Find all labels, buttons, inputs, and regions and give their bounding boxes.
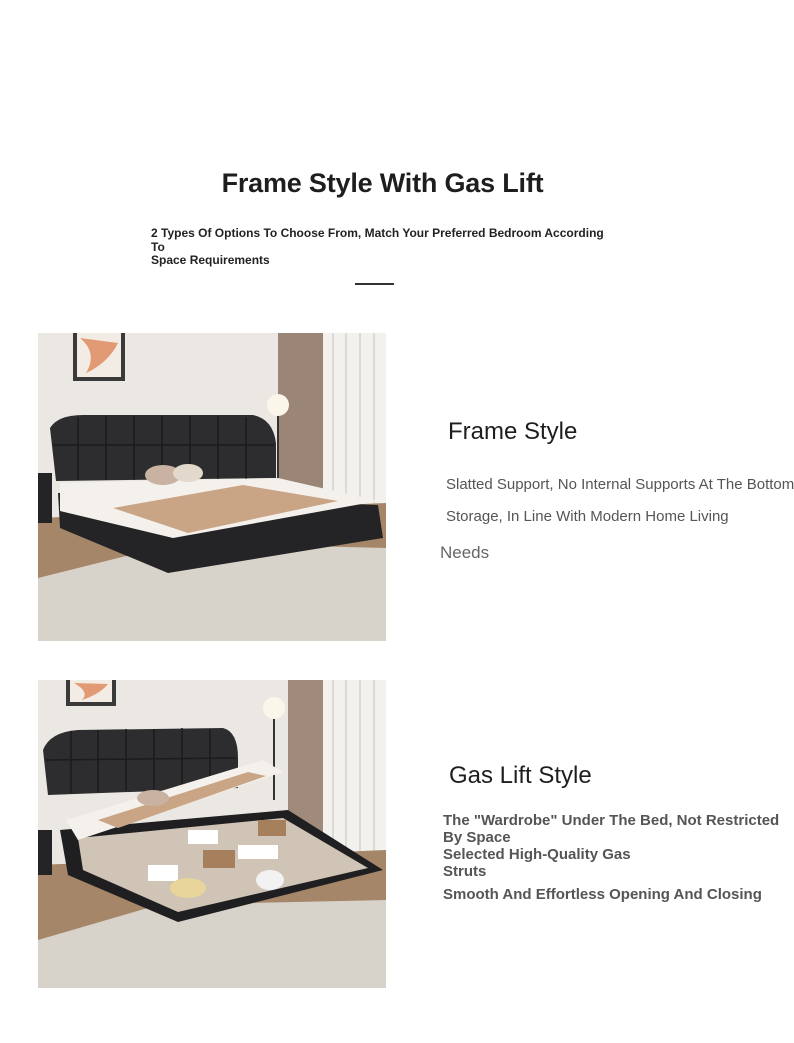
frame-style-desc-line-3: Needs	[440, 543, 490, 562]
page-subtitle	[151, 227, 611, 268]
gas-lift-desc-line-3: Selected High-Quality Gas	[443, 846, 631, 863]
gas-lift-desc-line-4: Struts	[443, 863, 487, 880]
gas-lift-style-title: Gas Lift Style	[449, 762, 592, 789]
gas-lift-bed-image	[38, 680, 386, 988]
gas-lift-desc-line-1: The "Wardrobe" Under The Bed, Not Restricted	[443, 812, 780, 829]
page-title: Frame Style With Gas Lift	[221, 168, 544, 198]
gas-lift-desc-line-2: By Space	[443, 829, 511, 846]
subtitle-line-1: 2 Types Of Options To Choose From, Match Your Preferred Bedroom According To	[151, 226, 604, 254]
subtitle-line-2: Space Requirements	[151, 253, 270, 267]
frame-style-desc-line-1: Slatted Support, No Internal Supports At The Bottom	[446, 476, 794, 493]
frame-style-desc-line-2: Storage, In Line With Modern Home Living	[446, 508, 729, 525]
frame-style-bed-image	[38, 333, 386, 641]
gas-lift-desc-line-5: Smooth And Effortless Opening And Closing	[443, 886, 762, 903]
title-divider	[355, 283, 394, 285]
frame-style-title: Frame Style	[448, 418, 578, 445]
